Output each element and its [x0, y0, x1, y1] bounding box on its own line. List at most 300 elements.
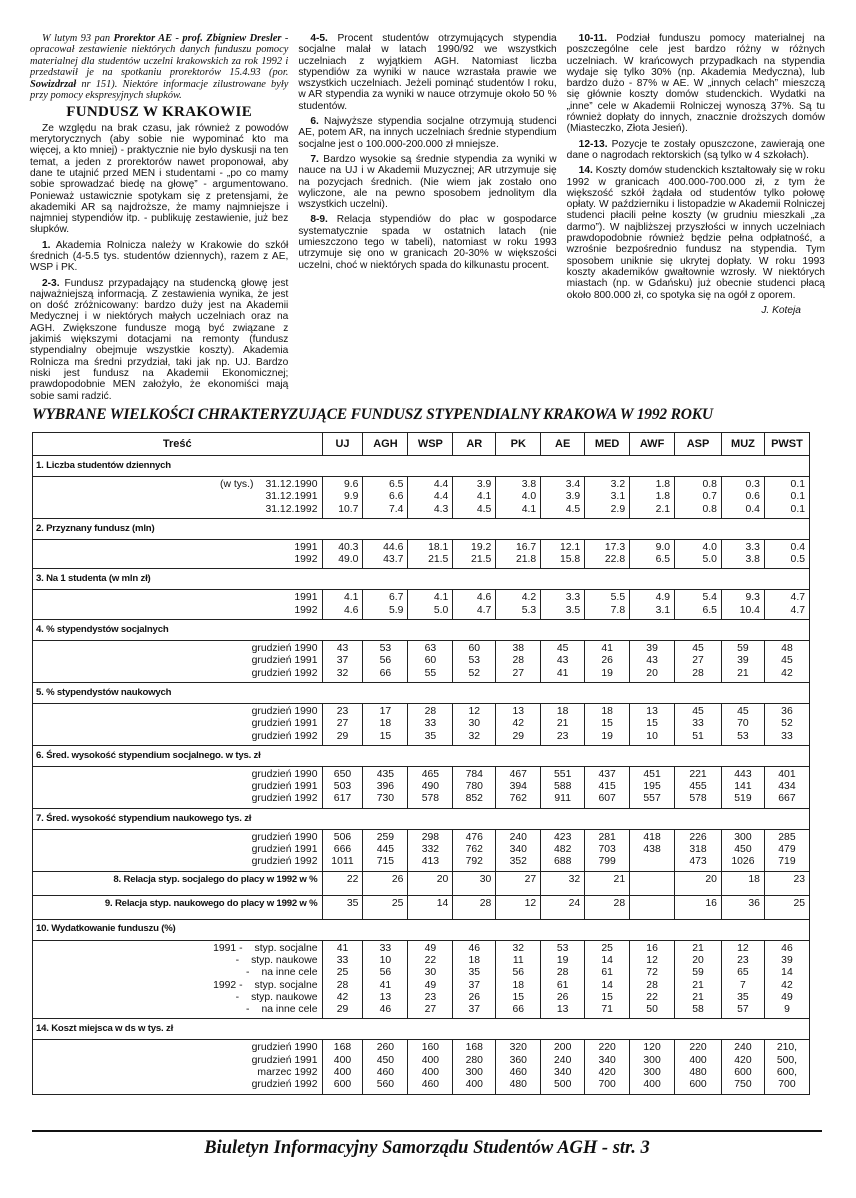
cell-value: 48	[781, 643, 793, 655]
paragraph-text: Najwyższe stypendia socjalne otrzymują studenci AE, potem AR, na innych uczelniach średnie stypendium socjalne jest o 100.000-200.000 zł mniejsze.	[298, 116, 557, 150]
cell-value: 49	[424, 942, 437, 954]
cell-value: 719	[778, 856, 796, 868]
table-header-row	[33, 433, 810, 456]
cell-uj: 35	[322, 895, 363, 919]
cell-ar	[453, 641, 496, 683]
cell-uj	[322, 766, 363, 808]
cell-ar	[453, 590, 496, 620]
row-label	[35, 479, 318, 491]
cell-value: 66	[379, 667, 392, 679]
cell-med	[585, 703, 630, 745]
cell-muz	[721, 641, 764, 683]
cell-asp	[675, 641, 722, 683]
cell-value: 28	[512, 655, 525, 667]
cell-value: 35	[737, 991, 749, 1003]
cell-ae	[541, 940, 585, 1019]
cell-uj	[322, 829, 363, 871]
cell-value: 14	[601, 954, 613, 966]
header-tresc: Treść	[33, 433, 323, 456]
cell-value: 10	[379, 954, 392, 966]
cell-value: 240	[509, 831, 527, 843]
cell-value: 480	[689, 1067, 707, 1079]
cell-value: 500,	[776, 1054, 798, 1066]
cell-value: 7.4	[388, 503, 404, 515]
cell-asp: 20	[675, 871, 722, 895]
cell-pk	[496, 703, 541, 745]
section-header-row	[33, 1019, 810, 1040]
cell-value: 0.1	[790, 503, 805, 515]
row-label-text: grudzień 1990	[251, 705, 318, 717]
paragraph-text: Koszty domów studenckich kształtowały się w roku 1992 w granicach 400.000-700.000 zł, z tym że większość szkół żądała od studentów tylko połowę opłaty. W październiku i listopadzie w Akademii Rolniczej studenci płacili pełne koszty (w grudniu mieszkali „za darmo”). W najbliższej przyszłości w innych uczelniach prawdopodobnie również będzie pełna odpłatność, a wzrośnie bezpośrednio fundusz na stypendia. Tym sposobem uniknie się ukrytej dopłaty. W roku 1993 koszty akademików gwałtownie wzrosły. W niektórych miastach (np. w Gdańsku) już obecnie studenci płacą około 800.000 zł, co spotyka się na ogół z oporem.	[566, 165, 825, 301]
section-title: 2. Przyznany fundusz (mln)	[33, 518, 810, 539]
cell-value: 20	[646, 667, 658, 679]
cell-value: 476	[465, 831, 483, 843]
cell-value: 762	[509, 793, 527, 805]
cell-value: 460	[376, 1067, 395, 1079]
cell-asp	[675, 766, 722, 808]
cell-value: 400	[689, 1054, 707, 1066]
cell-value: 28	[646, 979, 658, 991]
cell-value: 551	[554, 768, 572, 780]
cell-value: 450	[376, 1054, 395, 1066]
page-footer: Biuletyn Informacyjny Samorządu Studentów AGH - str. 3	[204, 1138, 650, 1158]
cell-value: 300	[643, 1054, 661, 1066]
row-label-text: grudzień 1991	[251, 1054, 318, 1066]
cell-value: 3.9	[476, 479, 492, 490]
cell-value: 18	[601, 705, 613, 717]
cell-med	[585, 940, 630, 1019]
paragraph-number: 6.	[310, 116, 319, 128]
cell-value: 332	[421, 844, 440, 856]
cell-value: 7.8	[610, 604, 626, 616]
cell-value: 3.1	[610, 491, 626, 503]
cell-value: 220	[598, 1042, 616, 1054]
cell-value: 141	[734, 781, 752, 793]
cell-pk	[496, 539, 541, 569]
cell-value: 35	[468, 967, 481, 979]
cell-value: 578	[421, 793, 440, 805]
row-labels	[33, 703, 323, 745]
row-label	[35, 554, 318, 566]
cell-value: 18	[468, 954, 481, 966]
cell-value: 4.4	[433, 491, 449, 503]
section-data-row	[33, 940, 810, 1019]
cell-muz	[721, 539, 764, 569]
author-signature: J. Koteja	[761, 304, 801, 316]
cell-value: 401	[778, 768, 796, 780]
row-label	[35, 992, 318, 1004]
cell-value: 33	[336, 954, 349, 966]
cell-value: 27	[424, 1004, 437, 1016]
cell-value: 25	[601, 942, 613, 954]
section-header-row	[33, 682, 810, 703]
article-columns	[30, 33, 825, 403]
cell-value: 53	[556, 942, 569, 954]
cell-value: 437	[598, 768, 616, 780]
cell-value: 443	[734, 768, 752, 780]
cell-agh	[363, 641, 408, 683]
section-title: 6. Śred. wysokość stypendium socjalnego. w tys. zł	[33, 745, 810, 766]
cell-value: 6.5	[388, 479, 404, 490]
section-data-row	[33, 1040, 810, 1094]
cell-value: 600	[333, 1079, 352, 1091]
cell-med	[585, 1040, 630, 1094]
paragraph-number: 1.	[42, 239, 51, 251]
section-title: 5. % stypendystów naukowych	[33, 682, 810, 703]
cell-value: 220	[689, 1042, 707, 1054]
cell-value: 4.5	[565, 503, 581, 515]
cell-pk	[496, 641, 541, 683]
cell-awf	[630, 590, 675, 620]
cell-value: 23	[424, 991, 437, 1003]
section-header-row	[33, 620, 810, 641]
cell-value: 9.9	[344, 491, 359, 503]
cell-value: 19	[601, 730, 613, 742]
row-label	[35, 542, 318, 554]
cell-value: 22	[424, 954, 437, 966]
cell-value: 15	[601, 718, 613, 730]
cell-asp	[675, 477, 722, 519]
cell-value: 37	[336, 655, 349, 667]
cell-value: 28	[556, 967, 569, 979]
cell-value: 460	[509, 1067, 527, 1079]
cell-value: 852	[465, 793, 483, 805]
cell-value: 38	[512, 643, 525, 655]
cell-value: 418	[643, 831, 661, 843]
section-header-row	[33, 569, 810, 590]
cell-value: 700	[778, 1079, 796, 1091]
cell-value: 340	[509, 844, 527, 856]
cell-pwst	[764, 590, 809, 620]
intro-publication: Sowizdrzał	[30, 78, 77, 90]
cell-value: 29	[336, 730, 349, 742]
cell-value: 66	[512, 1004, 525, 1016]
cell-value: 352	[509, 856, 527, 868]
cell-value: 22	[646, 991, 658, 1003]
cell-med	[585, 477, 630, 519]
cell-value: 4.1	[433, 592, 449, 604]
cell-value: 435	[376, 768, 395, 780]
paragraph-text: Relacja stypendiów do płac w gospodarce systematycznie spada w ostatnich latach (nie umieszczono tego w tabeli), natomiast w roku 1993 utrzymuje się ono w granicach 20-30% w większości uczelni, choć w niektórych spada do kilkunastu procent.	[298, 214, 557, 271]
row-label-text: grudzień 1990	[251, 768, 318, 780]
cell-value: 35	[424, 730, 437, 742]
cell-wsp	[408, 766, 453, 808]
fund-table	[32, 432, 810, 1095]
cell-value: 4.2	[521, 592, 537, 604]
cell-value: 6.6	[388, 491, 404, 503]
row-labels	[33, 829, 323, 871]
cell-value: 0.8	[702, 479, 717, 490]
cell-value: 2.1	[655, 503, 671, 515]
row-label	[35, 491, 318, 503]
cell-ae: 24	[541, 895, 585, 919]
cell-awf	[630, 871, 675, 895]
cell-ar: 28	[453, 895, 496, 919]
cell-value: 58	[692, 1004, 704, 1016]
intro-text: W lutym 93 pan	[42, 33, 114, 44]
cell-value: 32	[468, 730, 481, 742]
article-paragraph	[298, 154, 556, 210]
cell-value: 1.8	[655, 479, 671, 490]
cell-value: 750	[734, 1079, 752, 1091]
cell-awf	[630, 829, 675, 871]
cell-value: 32	[512, 942, 525, 954]
cell-value: 4.7	[790, 604, 805, 616]
cell-value: 23	[556, 730, 569, 742]
cell-value: 168	[465, 1042, 483, 1054]
cell-ar	[453, 829, 496, 871]
cell-value: 4.7	[476, 604, 492, 616]
cell-value: 29	[512, 730, 525, 742]
row-label	[35, 718, 318, 730]
cell-muz	[721, 590, 764, 620]
row-label-text: styp. socjalne	[254, 942, 318, 954]
cell-value: 63	[424, 643, 437, 655]
cell-value: 41	[556, 667, 569, 679]
cell-value: 281	[598, 831, 616, 843]
cell-value: 0.1	[790, 479, 805, 490]
cell-value: 0.4	[790, 541, 805, 553]
section-header-row	[33, 518, 810, 539]
cell-value: 30	[424, 967, 437, 979]
section-header-row	[33, 808, 810, 829]
row-label-text: grudzień 1991	[251, 655, 318, 667]
cell-value: 49	[781, 991, 793, 1003]
cell-value: 600	[689, 1079, 707, 1091]
cell-value: 3.1	[655, 604, 671, 616]
cell-value: 168	[333, 1042, 352, 1054]
row-label	[35, 1055, 318, 1067]
cell-value: 434	[778, 781, 796, 793]
cell-value: 21	[737, 667, 749, 679]
cell-value: 49	[424, 979, 437, 991]
row-label	[35, 668, 318, 680]
cell-pwst	[764, 641, 809, 683]
cell-asp	[675, 590, 722, 620]
row-label	[35, 943, 318, 955]
cell-value: 42	[336, 991, 349, 1003]
cell-value: 3.2	[610, 479, 626, 490]
cell-value: 9.3	[745, 592, 760, 604]
cell-awf	[630, 766, 675, 808]
row-label-text: styp. naukowe	[251, 954, 318, 966]
cell-pk	[496, 1040, 541, 1094]
cell-value: 240	[554, 1054, 572, 1066]
cell-agh	[363, 590, 408, 620]
row-label-text: 31.12.1991	[265, 491, 318, 503]
cell-value: 17	[379, 705, 392, 717]
cell-value: 400	[465, 1079, 483, 1091]
section-data-row	[33, 539, 810, 569]
cell-value: 762	[465, 844, 483, 856]
cell-value: 30	[468, 718, 481, 730]
cell-value: 467	[509, 768, 527, 780]
cell-value: 210,	[776, 1042, 798, 1054]
header-col-agh: AGH	[363, 433, 408, 456]
header-col-pk: PK	[496, 433, 541, 456]
cell-value: 195	[643, 781, 661, 793]
header-col-wsp: WSP	[408, 433, 453, 456]
cell-value: 160	[421, 1042, 440, 1054]
row-label	[35, 643, 318, 655]
paragraph-text: Pozycje te zostały opuszczone, zawierają one dane o nagrodach rektorskich (są tylko w 4 szkołach).	[566, 138, 825, 161]
cell-value: 730	[376, 793, 395, 805]
cell-value: 503	[333, 781, 352, 793]
cell-med	[585, 766, 630, 808]
cell-uj	[322, 703, 363, 745]
row-label	[35, 592, 318, 604]
cell-value: 39	[781, 954, 793, 966]
cell-value: 4.6	[344, 604, 359, 616]
article-paragraph	[298, 116, 556, 150]
row-label	[35, 605, 318, 617]
cell-uj: 22	[322, 871, 363, 895]
cell-awf	[630, 1040, 675, 1094]
cell-pk	[496, 829, 541, 871]
cell-value: 420	[734, 1054, 752, 1066]
cell-value: 3.3	[745, 541, 760, 553]
cell-value: 0.6	[745, 491, 760, 503]
cell-value: 120	[643, 1042, 661, 1054]
cell-value: 0.1	[790, 491, 805, 503]
paragraph-text: Akademia Rolnicza należy w Krakowie do szkół średnich (4-5.5 tys. studentów dziennych), razem z AE, WSP i PK.	[30, 239, 289, 274]
cell-value: 21.5	[428, 554, 449, 566]
cell-agh	[363, 940, 408, 1019]
header-col-uj: UJ	[322, 433, 363, 456]
cell-value: 46	[781, 942, 793, 954]
header-col-asp: ASP	[675, 433, 722, 456]
cell-value: 59	[692, 967, 704, 979]
cell-value: 4.0	[521, 491, 537, 503]
cell-value: 19.2	[471, 541, 492, 553]
cell-value: 600	[734, 1067, 752, 1079]
cell-awf	[630, 641, 675, 683]
cell-ar	[453, 766, 496, 808]
row-label-text: grudzień 1990	[251, 831, 318, 843]
cell-value: 21	[692, 991, 704, 1003]
row-label-text: 1992	[294, 554, 318, 566]
cell-value: 396	[376, 781, 395, 793]
cell-pwst	[764, 940, 809, 1019]
cell-value: 0.5	[790, 554, 805, 566]
section-header-row	[33, 745, 810, 766]
cell-agh: 26	[363, 871, 408, 895]
row-label	[35, 1042, 318, 1054]
row-label-prefix: -	[235, 954, 240, 966]
cell-wsp	[408, 477, 453, 519]
cell-value: 4.3	[433, 503, 449, 515]
cell-value: 557	[643, 793, 661, 805]
section-title: 10. Wydatkowanie funduszu (%)	[33, 919, 810, 940]
cell-value: 0.7	[702, 491, 717, 503]
cell-value: 12	[737, 942, 749, 954]
cell-value: 560	[376, 1079, 395, 1091]
row-labels	[33, 940, 323, 1019]
cell-ar	[453, 539, 496, 569]
cell-pwst	[764, 1040, 809, 1094]
cell-value: 41	[379, 979, 392, 991]
cell-muz	[721, 703, 764, 745]
cell-wsp	[408, 703, 453, 745]
cell-value: 400	[333, 1054, 352, 1066]
cell-value: 20	[692, 954, 704, 966]
cell-value: 10	[646, 730, 658, 742]
section-data-row	[33, 641, 810, 683]
cell-value: 200	[554, 1042, 572, 1054]
section-header-row	[33, 456, 810, 477]
row-label	[35, 1004, 318, 1016]
cell-ar: 30	[453, 871, 496, 895]
cell-value: 6.5	[655, 554, 671, 566]
row-label	[35, 504, 318, 516]
cell-value: 5.3	[521, 604, 537, 616]
row-label-text: grudzień 1990	[251, 643, 318, 655]
paragraph-text: Podział funduszu pomocy materialnej na poszczególne cele jest bardzo różny w różnych uczelniach. W krańcowych przypadkach na stypendia wydaje się tylko 30% (np. Akademia Medyczna), lub bardzo dużo - 87% w AE. W „innych celach” mieszczą się głównie koszty domów studenckich. Wydatki na „inne” cele w Akademii Rolniczej wynoszą 37%. Są tu również dopłaty do innych, znacznie droższych domów (Miasteczko, Złota Jesień).	[566, 33, 825, 135]
cell-value: 240	[734, 1042, 752, 1054]
cell-agh	[363, 703, 408, 745]
cell-value: 28	[336, 979, 349, 991]
cell-value: 617	[333, 793, 352, 805]
inline-data-row	[33, 895, 810, 919]
cell-value: 16.7	[515, 541, 537, 553]
cell-value: 500	[554, 1079, 572, 1091]
cell-value: 400	[333, 1067, 352, 1079]
cell-value: 13	[556, 1004, 569, 1016]
row-title: 8. Relacja styp. socjalego do placy w 1992 w %	[33, 871, 323, 895]
cell-value: 394	[509, 781, 527, 793]
cell-awf	[630, 940, 675, 1019]
cell-value: 4.5	[476, 503, 492, 515]
article-paragraph	[567, 165, 825, 301]
cell-value: 42	[512, 718, 525, 730]
header-col-pwst: PWST	[764, 433, 809, 456]
cell-pwst	[764, 539, 809, 569]
cell-value: 3.8	[745, 554, 760, 566]
cell-value: 4.7	[790, 592, 805, 604]
cell-wsp	[408, 829, 453, 871]
cell-uj	[322, 590, 363, 620]
cell-value: 300	[465, 1067, 483, 1079]
cell-pwst: 23	[764, 871, 809, 895]
paragraph-number: 7.	[310, 153, 319, 165]
cell-value: 666	[333, 844, 352, 856]
cell-value: 55	[424, 667, 437, 679]
cell-value: 16	[646, 942, 658, 954]
row-label	[35, 844, 318, 856]
row-labels	[33, 477, 323, 519]
cell-value: 28	[692, 667, 704, 679]
cell-value: 0.8	[702, 503, 717, 515]
cell-value: 260	[376, 1042, 395, 1054]
intro-author: Prorektor AE - prof. Zbigniew Dresler	[113, 33, 282, 44]
cell-value: 4.1	[476, 491, 492, 503]
section-title: 7. Śred. wysokość stypendium naukowego tys. zł	[33, 808, 810, 829]
footer-rule	[32, 1130, 822, 1132]
cell-value: 15.8	[559, 554, 581, 566]
cell-value: 26	[556, 991, 569, 1003]
cell-value: 23	[336, 705, 349, 717]
row-label-text: grudzień 1991	[251, 781, 318, 793]
row-labels	[33, 766, 323, 808]
paragraph-number: 8-9.	[310, 214, 328, 226]
row-labels	[33, 590, 323, 620]
cell-value: 400	[421, 1054, 440, 1066]
section-data-row	[33, 829, 810, 871]
cell-muz: 18	[721, 871, 764, 895]
intro-text: nr 151). Niektóre informacje zilustrowane były przy pomocy ekspresyjnych słupków.	[30, 78, 289, 102]
cell-value: 61	[556, 979, 569, 991]
cell-value: 519	[734, 793, 752, 805]
